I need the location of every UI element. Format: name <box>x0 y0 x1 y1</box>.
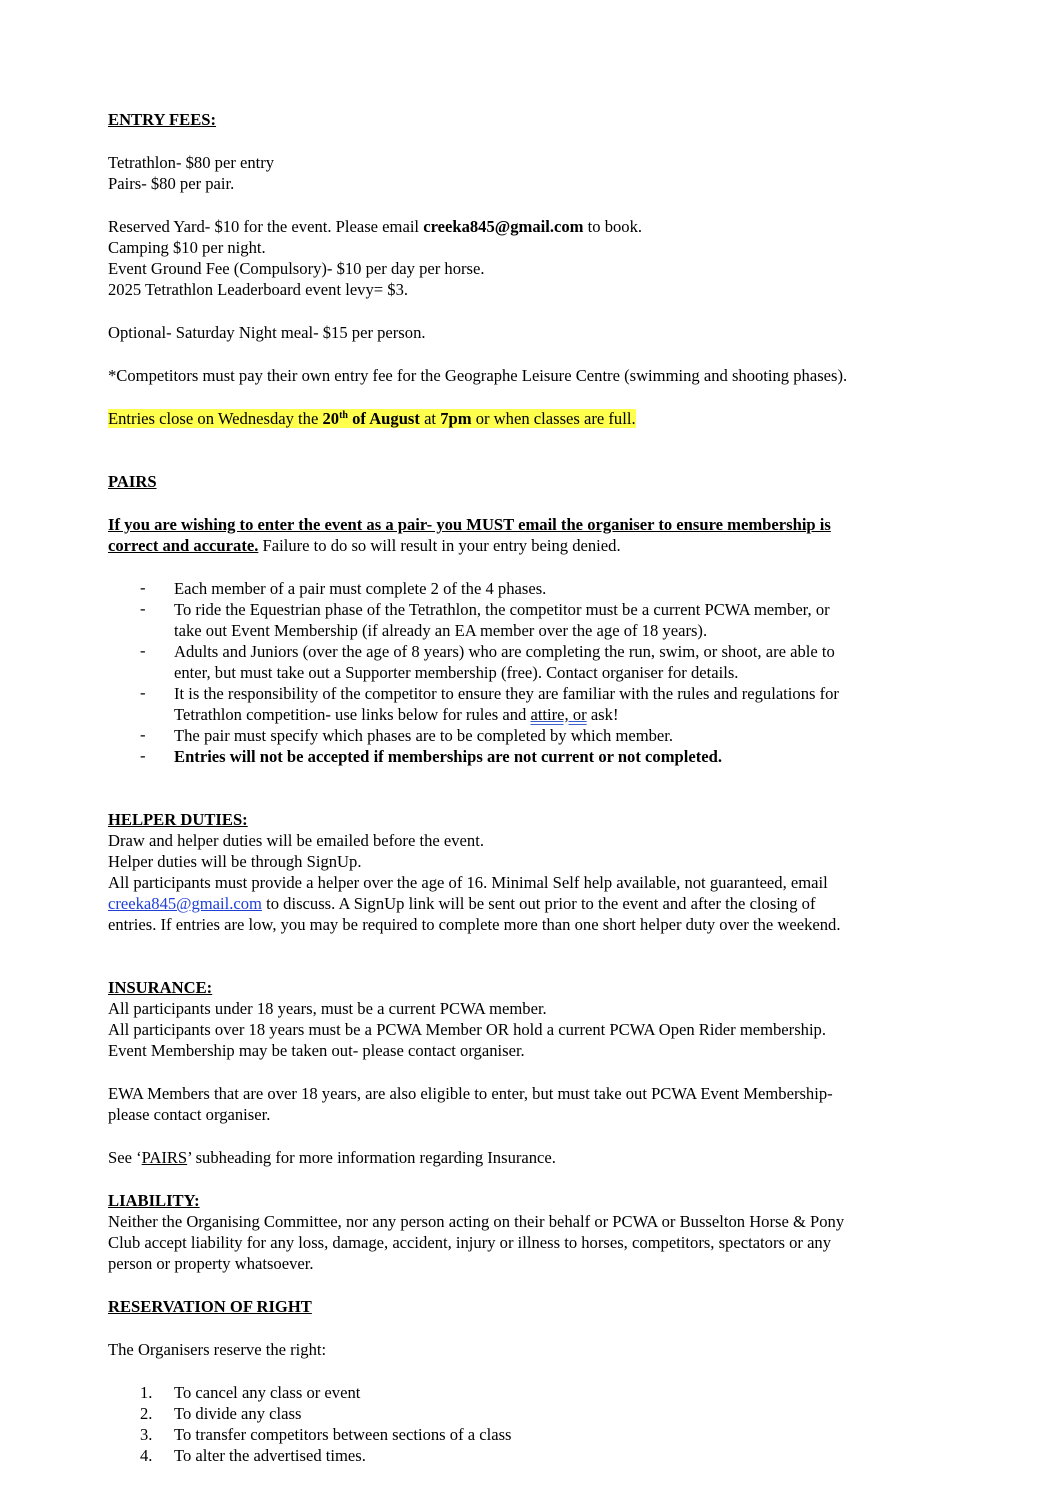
list-item-text: To divide any class <box>174 1404 302 1423</box>
text-run: 7pm <box>440 409 472 428</box>
text-run: See ‘ <box>108 1148 142 1167</box>
fee-ground: Event Ground Fee (Compulsory)- $10 per day per horse. <box>108 259 485 278</box>
reservation-intro: The Organisers reserve the right: <box>108 1340 327 1359</box>
list-item <box>108 1445 938 1466</box>
list-item-text <box>174 746 938 767</box>
text-run: at <box>419 409 441 428</box>
bullet-dash: - <box>140 578 146 597</box>
text-run: to book. <box>583 217 643 236</box>
insurance-line-2: All participants over 18 years must be a PCWA Member OR hold a current PCWA Open Rider membership. <box>108 1020 827 1039</box>
text-run: of August <box>347 409 420 428</box>
insurance-line-4: EWA Members that are over 18 years, are also eligible to enter, but must take out PCWA Event Membership- <box>108 1084 833 1103</box>
text-run: If you are wishing to enter the event as a pair- you MUST email the organiser to ensure membership is <box>108 515 831 534</box>
competitors-note: *Competitors must pay their own entry fee for the Geographe Leisure Centre (swimming and shooting phases). <box>108 366 848 385</box>
list-number: 2. <box>140 1404 153 1423</box>
helper-line-3: All participants must provide a helper over the age of 16. Minimal Self help available, not guaranteed, email <box>108 873 828 892</box>
pairs-warning-line-2 <box>108 535 938 556</box>
fee-camping: Camping $10 per night. <box>108 238 266 257</box>
bullet-dash: - <box>140 725 146 744</box>
text-run: Entries close on Wednesday the <box>108 409 323 428</box>
liability-line-1: Neither the Organising Committee, nor any person acting on their behalf or PCWA or Busselton Horse & Pony <box>108 1212 845 1231</box>
liability-line-2: Club accept liability for any loss, damage, accident, injury or illness to horses, competitors, spectators or any <box>108 1233 832 1252</box>
list-item-text: To transfer competitors between sections of a class <box>174 1425 512 1444</box>
list-item <box>108 683 938 725</box>
pairs-reference-link[interactable]: PAIRS <box>141 1148 188 1167</box>
list-item <box>108 599 938 641</box>
fee-tetrathlon: Tetrathlon- $80 per entry <box>108 153 275 172</box>
bullet-dash: - <box>140 599 146 618</box>
insurance-line-5: please contact organiser. <box>108 1105 271 1124</box>
liability-line-3: person or property whatsoever. <box>108 1254 314 1273</box>
text-run: Tetrathlon competition- use links below for rules and <box>174 705 531 724</box>
document-page <box>108 109 938 1466</box>
text-run: ask! <box>586 705 619 724</box>
pairs-bullet-list <box>108 578 938 767</box>
section-heading: LIABILITY: <box>108 1191 200 1210</box>
fee-meal: Optional- Saturday Night meal- $15 per person. <box>108 323 426 342</box>
bullet-dash: - <box>140 683 146 702</box>
list-item <box>108 1424 938 1445</box>
list-item <box>108 641 938 683</box>
insurance-line-3: Event Membership may be taken out- please contact organiser. <box>108 1041 525 1060</box>
helper-heading <box>108 809 938 830</box>
section-heading: ENTRY FEES: <box>108 110 217 129</box>
text-run: correct and accurate. <box>108 536 259 555</box>
list-item-text: Adults and Juniors (over the age of 8 years) who are completing the run, swim, or shoot, are able to <box>174 642 835 661</box>
list-item <box>108 1403 938 1424</box>
pairs-warning-line-1 <box>108 514 938 535</box>
list-number: 1. <box>140 1383 153 1402</box>
section-heading: RESERVATION OF RIGHT <box>108 1297 312 1316</box>
list-item-text: enter, but must take out a Supporter membership (free). Contact organiser for details. <box>174 663 739 682</box>
bullet-dash: - <box>140 641 146 660</box>
list-item <box>108 725 938 746</box>
text-run: to discuss. A SignUp link will be sent out prior to the event and after the closing of <box>261 894 816 913</box>
list-item-text: To cancel any class or event <box>174 1383 361 1402</box>
email-link[interactable]: creeka845@gmail.com <box>108 894 262 913</box>
reservation-heading <box>108 1296 938 1317</box>
list-item-text: To alter the advertised times. <box>174 1446 366 1465</box>
insurance-heading <box>108 977 938 998</box>
text-run: or when classes are full. <box>471 409 636 428</box>
section-heading: INSURANCE: <box>108 978 213 997</box>
text-run: Entries will not be accepted if memberships are not current or not completed. <box>174 747 722 766</box>
email-text: creeka845@gmail.com <box>423 217 584 236</box>
list-item-text: take out Event Membership (if already an EA member over the age of 18 years). <box>174 621 708 640</box>
bullet-dash: - <box>140 746 146 765</box>
helper-line-2: Helper duties will be through SignUp. <box>108 852 362 871</box>
text-run: Reserved Yard- $10 for the event. Please email <box>108 217 424 236</box>
spellcheck-marked-text: attire, or <box>530 705 587 724</box>
entry-fees-heading <box>108 109 938 130</box>
list-item-text: To ride the Equestrian phase of the Tetrathlon, the competitor must be a current PCWA member, or <box>174 600 830 619</box>
helper-line-1: Draw and helper duties will be emailed before the event. <box>108 831 484 850</box>
helper-line-4 <box>108 893 938 914</box>
section-heading: HELPER DUTIES: <box>108 810 248 829</box>
list-item <box>108 746 938 767</box>
list-number: 3. <box>140 1425 153 1444</box>
pairs-heading <box>108 471 938 492</box>
section-heading: PAIRS <box>108 472 157 491</box>
list-item-text: It is the responsibility of the competitor to ensure they are familiar with the rules and regulations for <box>174 684 839 703</box>
liability-heading <box>108 1190 938 1211</box>
text-run: 20 <box>322 409 340 428</box>
fee-levy: 2025 Tetrathlon Leaderboard event levy= $3. <box>108 280 409 299</box>
insurance-line-1: All participants under 18 years, must be a current PCWA member. <box>108 999 547 1018</box>
list-number: 4. <box>140 1446 153 1465</box>
list-item <box>108 578 938 599</box>
list-item-text <box>174 704 938 725</box>
superscript: th <box>339 410 348 421</box>
list-item <box>108 1382 938 1403</box>
fee-reserved-yard <box>108 216 938 237</box>
helper-line-5: entries. If entries are low, you may be required to complete more than one short helper duty over the weekend. <box>108 915 841 934</box>
list-item-text: Each member of a pair must complete 2 of the 4 phases. <box>174 579 547 598</box>
fee-pairs: Pairs- $80 per pair. <box>108 174 235 193</box>
text-run: Failure to do so will result in your entry being denied. <box>258 536 621 555</box>
reservation-list <box>108 1382 938 1466</box>
list-item-text: The pair must specify which phases are to be completed by which member. <box>174 726 674 745</box>
insurance-see-pairs <box>108 1147 938 1168</box>
entries-close-notice <box>108 408 938 429</box>
highlighted-text <box>108 409 636 428</box>
text-run: ’ subheading for more information regarding Insurance. <box>187 1148 556 1167</box>
